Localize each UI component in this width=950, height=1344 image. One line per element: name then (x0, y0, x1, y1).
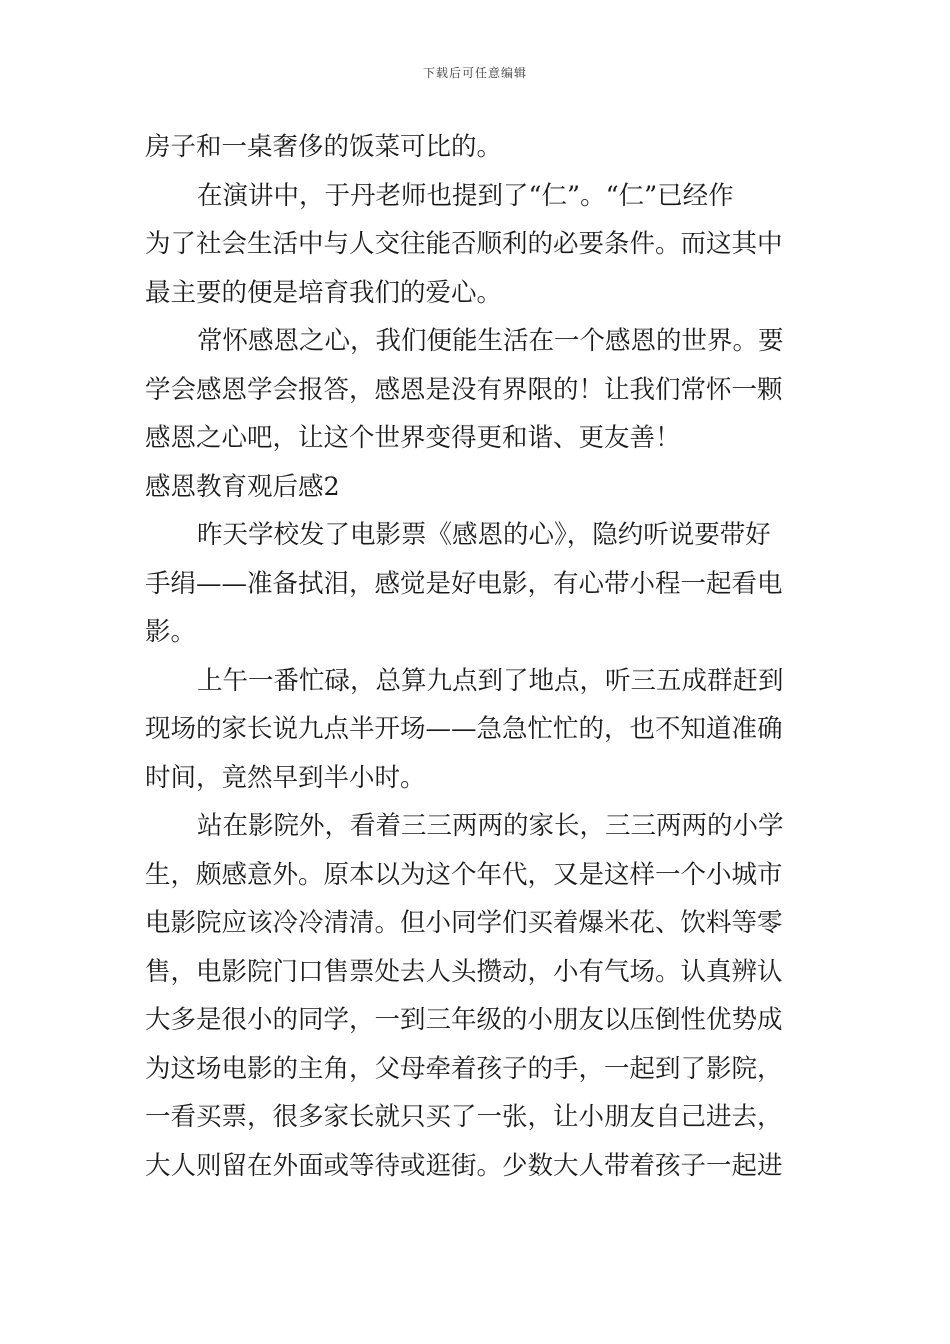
paragraph-start-line: 在演讲中，于丹老师也提到了“仁”。“仁”已经作 (197, 180, 734, 211)
text-line: 时间，竟然早到半小时。 (145, 762, 426, 793)
text-line: 为这场电影的主角，父母牵着孩子的手，一起到了影院， (145, 1053, 783, 1084)
text-line: 为了社会生活中与人交往能否顺利的必要条件。而这其中 (145, 229, 783, 259)
text-line: 影。 (145, 617, 197, 647)
section-heading: 感恩教育观后感2 (145, 471, 340, 502)
text-line: 售，电影院门口售票处去人头攒动，小有气场。认真辨认 (145, 956, 783, 987)
page-header-note: 下载后可任意编辑 (422, 66, 527, 80)
paragraph-start-line: 昨天学校发了电影票《感恩的心》，隐约听说要带好 (197, 520, 771, 550)
paragraph-start-line: 站在影院外，看着三三两两的家长，三三两两的小学 (197, 811, 784, 841)
paragraph-start-line: 常怀感恩之心，我们便能生活在一个感恩的世界。要 (197, 326, 784, 356)
text-line: 电影院应该冷冷清清。但小同学们买着爆米花、饮料等零 (145, 908, 783, 938)
text-line: 现场的家长说九点半开场——急急忙忙的，也不知道准确 (145, 714, 783, 744)
text-line: 手绢——准备拭泪，感觉是好电影，有心带小程一起看电 (145, 568, 783, 599)
text-line: 房子和一桌奢侈的饭菜可比的。 (145, 132, 503, 162)
text-line: 最主要的便是培育我们的爱心。 (145, 277, 503, 308)
text-line: 学会感恩学会报答，感恩是没有界限的！让我们常怀一颗 (145, 374, 783, 405)
text-line: 大多是很小的同学，一到三年级的小朋友以压倒性优势成 (145, 1005, 783, 1035)
text-line: 大人则留在外面或等待或逛街。少数大人带着孩子一起进 (145, 1150, 783, 1181)
text-line: 一看买票，很多家长就只买了一张，让小朋友自己进去， (145, 1102, 783, 1132)
paragraph-start-line: 上午一番忙碌，总算九点到了地点，听三五成群赶到 (197, 665, 784, 696)
text-line: 生，颇感意外。原本以为这个年代，又是这样一个小城市 (145, 859, 783, 890)
document-body (145, 123, 815, 1190)
text-line: 感恩之心吧，让这个世界变得更和谐、更友善！ (145, 423, 681, 453)
